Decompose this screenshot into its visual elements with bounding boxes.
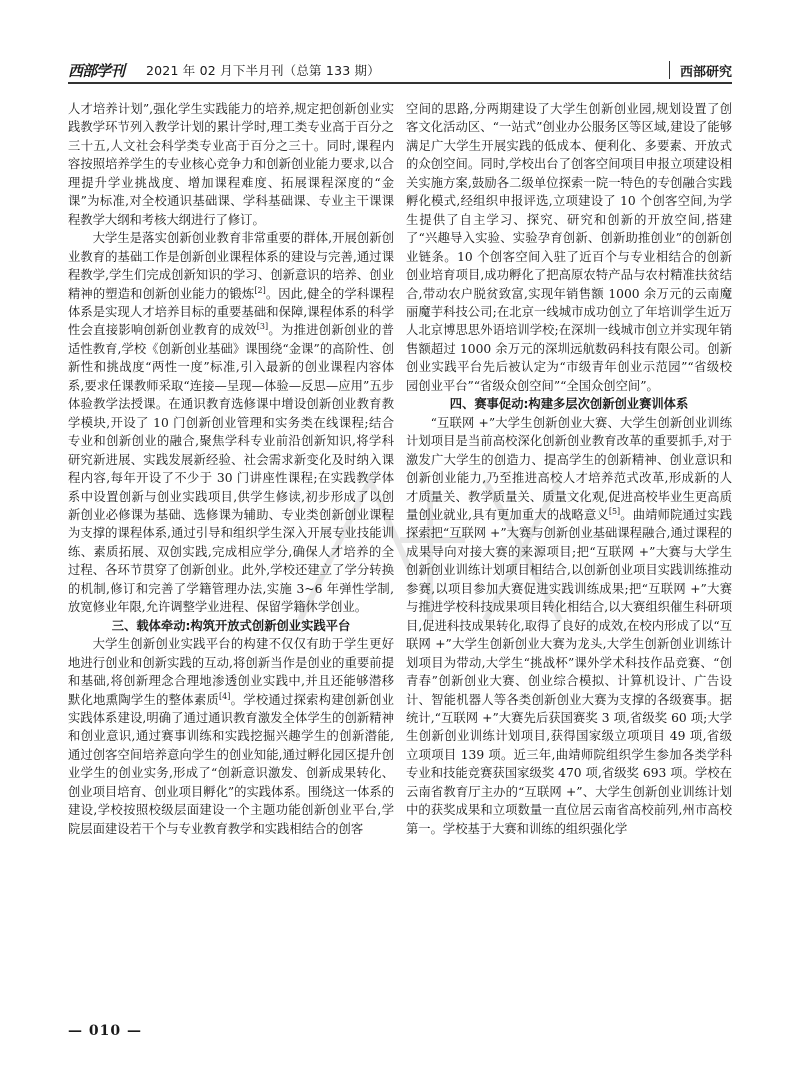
issue-info: 2021 年 02 月下半月刊（总第 133 期） xyxy=(146,63,380,78)
paragraph: “互联网 +”大学生创新创业大赛、大学生创新创业训练计划项目是当前高校深化创新创业教育改革的重要抓手,对于激发广大学生的创造力、提高学生的创新精神、创业意识和创新创业能力,乃至推进高校人才培养范式改革,形成新的人才质量关、教学质量关、质量文化观,促进高校毕业生更高质量创业就业,具有更加重大的战略意义[5]。曲靖师院通过实践探索把“互联网 +”大赛与创新创业基础课程融合,通过课程的成果导向对接大赛的来源项目;把“互联网 +”大赛与大学生创新创业训练计划项目相结合,以创新创业项目实践训练推动参赛,以项目参加大赛促进实践训练成果;把“互联网 +”大赛与推进学校科技成果项目转化相结合,以大赛组织催生科研项目,促进科技成果转化,取得了良好的成效,在校内形成了以“互联网 +”大学生创新创业大赛为龙头,大学生创新创业训练计划项目为带动,大学生“挑战杯”课外学术科技作品竞赛、“创青春”创新创业大赛、创业综合模拟、计算机设计、广告设计、智能机器人等各类创新创业大赛为支撑的各级赛事。据统计,“互联网 +”大赛先后获国赛奖 3 项,省级奖 60 项;大学生创新创业训练计划项目,获得国家级立项项目 49 项,省级立项项目 139 项。近三年,曲靖师院组织学生参加各类学科专业和技能竞赛获国家级奖 470 项,省级奖 693 项。学校在云南省教育厅主办的“互联网 +”、大学生创新创业训练计划中的获奖成果和立项数量一直位居云南省高校前列,州市高校第一。学校基于大赛和训练的组织强化学 xyxy=(406,415,732,836)
paragraph: 空间的思路,分两期建设了大学生创新创业园,规划设置了创客文化活动区、“一站式”创业办公服务区等区域,建设了能够满足广大学生开展实践的低成本、便利化、多要素、开放式的众创空间。同时,学校出台了创客空间项目申报立项建设相关实施方案,鼓励各二级单位探索一院一特色的专创融合实践孵化模式,经组织申报评选,立项建设了 10 个创客空间,为学生提供了自主学习、探究、研究和创新的开放空间,搭建了“兴趣导入实验、实验孕育创新、创新助推创业”的创新创业链条。10 个创客空间入驻了近百个与专业相结合的创新创业培育项目,成功孵化了把高原农特产品与农村精准扶贫结合,带动农户脱贫致富,实现年销售额 1000 余万元的云南魔丽魔芋科技公司;在北京一线城市成功创立了年培训学生近万人北京博思思外语培训学校;在深圳一线城市创立并实现年销售额超过 1000 余万元的深圳远航数码科技有限公司。创新创业实践平台先后被认定为“市级青年创业示范园”“省级校园创业平台”“省级众创空间”“全国众创空间”。 xyxy=(406,102,732,393)
citation: [4] xyxy=(219,691,231,701)
header-rule xyxy=(68,82,732,84)
section-heading: 四、赛事促动:构建多层次创新创业赛训体系 xyxy=(449,397,689,412)
citation: [5] xyxy=(608,506,621,516)
citation: [3] xyxy=(256,322,269,332)
paragraph: 人才培养计划”,强化学生实践能力的培养,规定把创新创业实践教学环节列入教学计划的累计学时,理工类专业高于百分之三十五,人文社会科学类专业高于百分之三十。同时,课程内容按照培养学生的专业核心竞争力和创新创业能力要求,以合理提升学业挑战度、增加课程难度、拓展课程深度的“金课”为标准,对全校通识基础课、学科基础课、专业主干课课程教学大纲和考核大纲进行了修订。 xyxy=(68,102,394,227)
section-heading: 三、载体牵动:构筑开放式创新创业实践平台 xyxy=(111,618,351,633)
page-header xyxy=(68,60,732,86)
right-column xyxy=(406,100,732,838)
citation: [2] xyxy=(254,285,266,295)
section-title: 西部研究 xyxy=(669,61,732,79)
page-number: — 010 — xyxy=(68,1023,142,1039)
paragraph: 大学生是落实创新创业教育非常重要的群体,开展创新创业教育的基础工作是创新创业课程体系的建设与完善,通过课程教学,学生们完成创新知识的学习、创新意识的培养、创业精神的塑造和创新创业能力的锻炼[2]。因此,健全的学科课程体系是实现人才培养目标的重要基础和保障,课程体系的科学性会直接影响创新创业教育的成效[3]。为推进创新创业的普适性教育,学校《创新创业基础》课围绕“金课”的高阶性、创新性和挑战度“两性一度”标准,引入最新的创业课程内容体系,要求任课教师采取“连接—呈现—体验—反思—应用”五步体验教学法授课。在通识教育选修课中增设创新创业教育教学模块,开设了 10 门创新创业管理和实务类在线课程;结合专业和创新创业的融合,聚焦学科专业前沿创新知识,将学科研究新进展、实践发展新经验、社会需求新变化及时纳入课程内容,每年开设了不少于 30 门讲座性课程;在实践教学体系中设置创新与创业实践项目,供学生修读,初步形成了以创新创业必修课为基础、选修课为辅助、专业类创新创业课程为支撑的课程体系,通过引导和组织学生深入开展专业技能训练、素质拓展、双创实践,完成相应学分,确保人才培养的全过程、各环节贯穿了创新创业。此外,学校还建立了学分转换的机制,修订和完善了学籍管理办法,实施 3~6 年弹性学制,放宽修业年限,允许调整学业进程、保留学籍休学创业。 xyxy=(68,231,394,615)
paragraph: 大学生创新创业实践平台的构建不仅仅有助于学生更好地进行创业和创新实践的互动,将创新当作是创业的重要前提和基础,将创新理念合理地渗透创业实践中,并且还能够潜移默化地熏陶学生的整体素质[4]。学校通过探索构建创新创业实践体系建设,明确了通过通识教育激发全体学生的创新精神和创业意识,通过赛事训练和实践挖掘兴趣学生的创新潜能,通过创客空间培养意向学生的创业知能,通过孵化园区提升创业学生的创业实务,形成了“创新意识激发、创新成果转化、创业项目培育、创业项目孵化”的实践体系。围绕这一体系的建设,学校按照校级层面建设一个主题功能创新创业平台,学院层面建设若干个与专业教育教学和实践相结合的创客 xyxy=(68,637,395,836)
left-column xyxy=(68,100,394,838)
journal-logo: 西部学刊 xyxy=(68,62,125,80)
